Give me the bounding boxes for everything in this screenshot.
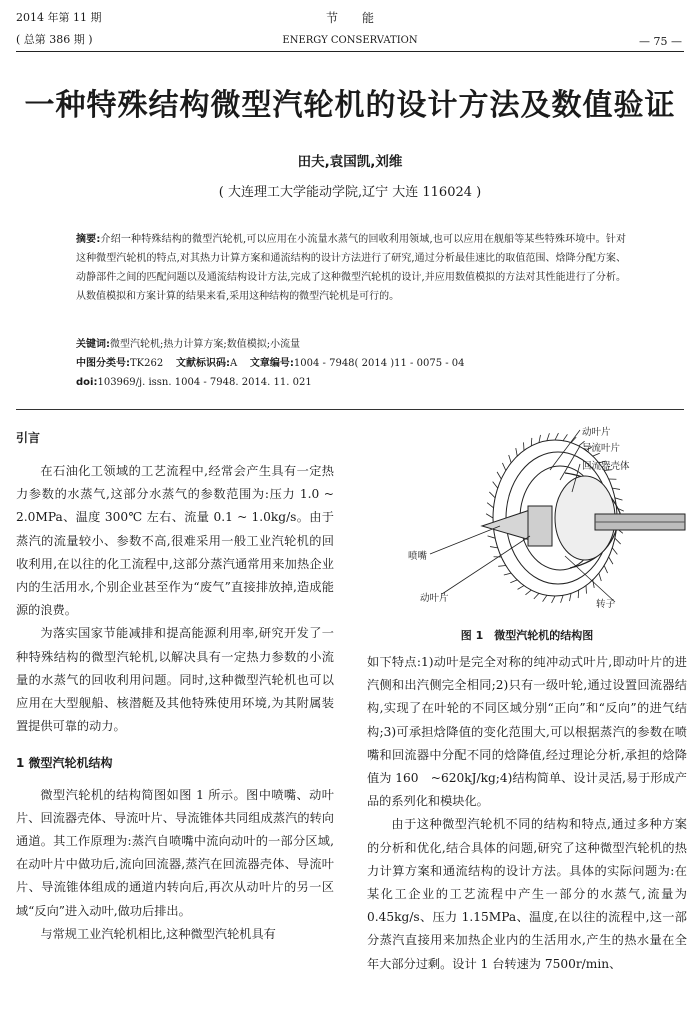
right-paragraph-1: 如下特点:1)动叶是完全对称的纯冲动式叶片,即动叶片的进汽侧和出汽侧完全相同;2)只有一级叶轮,通过设置回流器结构,实现了在叶轮的不同区域分别“正向”和“反向”的进气结构;3)可承担焓降值的变化范围大,可以根据蒸汽的参数在喷嘴和回流器中分配不同的焓降值,经过理论分析,承担的焓降值为 160 ~620kJ/kg;4)结构简单、设计灵活,易于形成产品的系列化和模块化。: [367, 655, 687, 809]
blade-tooth: [615, 538, 621, 544]
figure-label-rotor-blade-top: 动叶片: [582, 427, 611, 438]
doc-code-value: A: [229, 358, 238, 369]
blade-tooth: [525, 590, 531, 595]
blade-tooth: [615, 498, 623, 500]
classification-line: [76, 354, 636, 373]
blade-tooth: [570, 593, 572, 601]
paper-title: 一种特殊结构微型汽轮机的设计方法及数值验证: [24, 88, 676, 123]
clc-value: TK262: [130, 358, 164, 369]
blade-tooth: [604, 565, 607, 573]
figure-label-nozzle: 喷嘴: [408, 551, 428, 562]
blade-tooth: [547, 433, 550, 440]
right-column: [367, 651, 687, 976]
keywords-label: 关键词:: [76, 339, 110, 350]
turbine-structure-figure: [390, 418, 690, 618]
intro-paragraph-1: 在石油化工领域的工艺流程中,经常会产生具有一定热力参数的水蒸气,这部分水蒸气的参数范围为:压力 1.0 ~ 2.0MPa、温度 300℃ 左右、流量 0.1 ~ 1.0kg/s。由于蒸汽的流量较小、参数不高,很难采用一般工业汽轮机的回收利用,在以往的化工流程中,这部分蒸汽通常用来加热企业内的生活用水,个别企业甚至作为“废气”直接排放掉,造成能源的浪费。: [16, 464, 334, 618]
blade-tooth: [504, 573, 511, 575]
blade-tooth: [502, 463, 505, 471]
blade-tooth: [563, 434, 567, 440]
figure-caption: 图 1 微型汽轮机的结构图: [460, 629, 594, 642]
doi-line: [76, 373, 636, 392]
intro-paragraph-2: 为落实国家节能减排和提高能源利用率,研究开发了一种特殊结构的微型汽轮机,以解决具有一定热力参数的小流量的水蒸气的回收利用问题。同时,这种微型汽轮机也可以应用在大型舰船、核潜艇及其他特殊使用环境,为其附属装置提供可靠的动力。: [16, 626, 334, 734]
figure-label-guide-vane: 导流叶片: [582, 443, 621, 454]
doi-label: doi:: [76, 377, 98, 388]
blade-tooth: [561, 595, 564, 602]
blade-tooth: [516, 448, 517, 456]
article-number-value: 1004 - 7948( 2014 )11 - 0075 - 04: [293, 358, 465, 369]
blade-tooth: [489, 492, 495, 498]
blade-tooth: [518, 586, 524, 590]
blade-tooth: [493, 482, 498, 489]
header-divider: [16, 51, 684, 52]
blade-tooth: [510, 580, 517, 583]
abstract: [76, 230, 626, 306]
left-column: [16, 426, 334, 946]
journal-name-cn: 节 能: [325, 11, 374, 25]
abstract-text: 介绍一种特殊结构的微型汽轮机,可以应用在小流量水蒸气的回收利用领域,也可以应用在舰船等某些特殊环境中。针对这种微型汽轮机的特点,对其热力计算方案和通流结构的设计方法进行了研究,通过分析最佳速比的取值范围、焓降分配方案、动静部件之间的匹配问题以及通流结构设计方法,完成了这种微型汽轮机的设计,并应用数值模拟的方法对其性能进行了分析。从数值模拟和方案计算的结果来看,采用这种结构的微型汽轮机是可行的。: [76, 234, 627, 302]
blade-tooth: [612, 488, 620, 489]
section-1-heading: 1 微型汽轮机结构: [16, 756, 113, 771]
header-total-issue: ( 总第 386 期 ): [16, 33, 93, 46]
figure-label-return-shell: 回流器壳体: [582, 461, 630, 472]
doi-value: 103969/j. issn. 1004 - 7948. 2014. 11. 021: [97, 377, 312, 388]
blade-tooth: [498, 565, 506, 566]
intro-heading: 引言: [16, 431, 41, 445]
blade-tooth: [531, 438, 532, 446]
blade-tooth: [609, 557, 613, 564]
blade-tooth: [539, 435, 541, 443]
authors: 田夫,袁国凯,刘维: [297, 154, 403, 170]
blade-tooth: [543, 595, 547, 601]
blade-tooth: [490, 547, 498, 548]
abstract-divider: [16, 409, 684, 410]
affiliation: ( 大连理工大学能动学院,辽宁 大连 116024 ): [218, 185, 482, 200]
blade-tooth: [555, 433, 558, 440]
clc-label: 中图分类号:: [76, 358, 130, 369]
journal-name-en: ENERGY CONSERVATION: [282, 35, 418, 46]
blade-tooth: [612, 548, 617, 555]
figure-label-gear: 转子: [596, 599, 616, 610]
blade-tooth: [534, 593, 539, 599]
header-issue: 2014 年第 11 期: [16, 11, 102, 24]
blade-tooth: [578, 590, 579, 598]
keywords-text: 微型汽轮机;热力计算方案;数值模拟;小流量: [110, 339, 301, 350]
blade-tooth: [488, 536, 496, 538]
blade-tooth: [593, 580, 594, 588]
keywords: [76, 335, 636, 354]
article-number-label: 文章编号:: [249, 358, 294, 369]
blade-tooth: [599, 573, 601, 581]
section-1-paragraph-1: 微型汽轮机的结构简图如图 1 所示。图中喷嘴、动叶片、回流器壳体、导流叶片、导流锥体共同组成蒸汽的转向通道。其工作原理为:蒸汽自喷嘴中流向动叶的一部分区域,在动叶片中做功后,流向回流器,蒸汽在回流器壳体、导流叶片、导流锥体组成的通道内转向后,再次从动叶片的另一区域“反向”进入动叶,做功后排出。: [16, 787, 334, 918]
blade-tooth: [509, 455, 511, 463]
page-number: — 75 —: [639, 35, 682, 48]
doc-code-label: 文献标识码:: [175, 358, 230, 369]
blade-tooth: [486, 514, 493, 518]
blade-tooth: [487, 503, 493, 508]
blade-tooth: [552, 596, 555, 603]
abstract-label: 摘要:: [76, 234, 101, 245]
figure-label-rotor-blade-bottom: 动叶片: [420, 593, 449, 604]
section-1-paragraph-2: 与常规工业汽轮机相比,这种微型汽轮机具有: [40, 926, 276, 941]
blade-tooth: [497, 472, 501, 479]
right-paragraph-2: 由于这种微型汽轮机不同的结构和特点,通过多种方案的分析和优化,结合具体的问题,研究了这种微型汽轮机的热力计算方案和通流结构的设计方法。具体的实际问题为:在某化工企业的工艺流程中产生一部分的水蒸气,流量为 0.45kg/s、压力 1.15MPa、温度,在以往的流程中,这一部分蒸汽直接用来加热企业内的生活用水,产生的热水量在全年大部分过剩。设计 1 台转速为 7500r/min、: [367, 817, 687, 971]
